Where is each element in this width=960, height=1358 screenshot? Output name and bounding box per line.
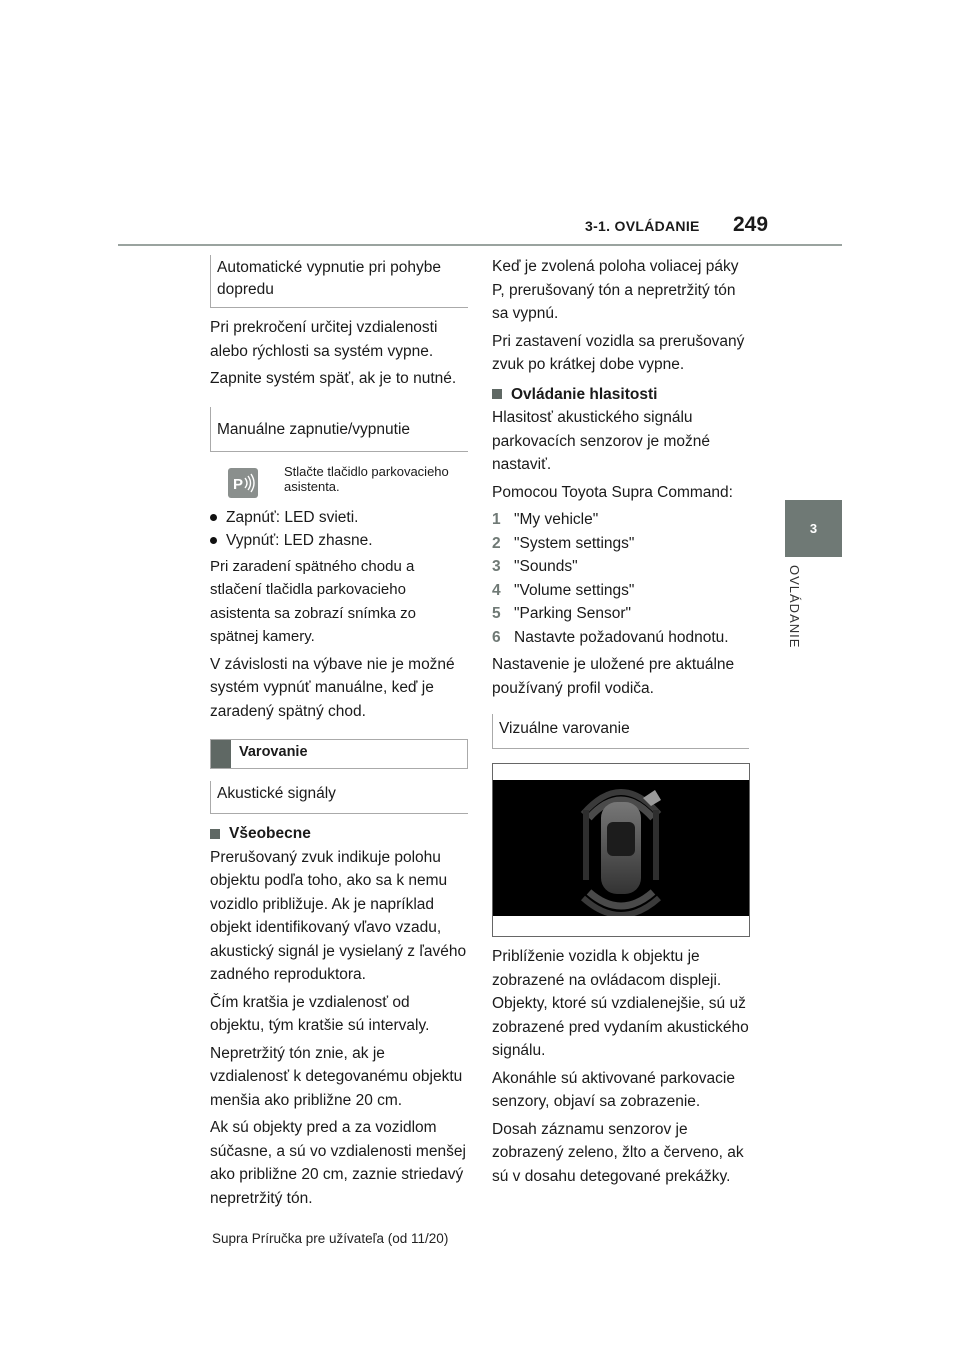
svg-text:P: P bbox=[233, 475, 244, 493]
paragraph: Zapnite systém späť, ak je to nutné. bbox=[210, 370, 457, 387]
paragraph: Akonáhle sú aktivované parkovacie senzory, objaví sa zobrazenie. bbox=[492, 1069, 735, 1110]
paragraph: Pri prekročení určitej vzdialenosti alebo rýchlosti sa systém vypne. bbox=[210, 319, 438, 360]
step-item: 6 Nastavte požadovanú hodnotu. bbox=[492, 628, 729, 646]
parking-display-image bbox=[492, 763, 750, 937]
parking-assist-button-icon bbox=[228, 468, 258, 498]
paragraph: Dosah záznamu senzorov je zobrazený zeleno, žlto a červeno, ak sú v dosahu detegované prekážky. bbox=[492, 1120, 744, 1185]
button-instruction bbox=[228, 464, 468, 498]
paragraph: Ak sú objekty pred a za vozidlom súčasne, a sú vo vzdialenosti menšej ako približne 20 cm, zaznie striedavý nepretržitý tón. bbox=[210, 1119, 466, 1207]
paragraph: Nastavenie je uložené pre aktuálne používaný profil vodiča. bbox=[492, 656, 735, 697]
page-number: 249 bbox=[733, 213, 769, 236]
steps-list bbox=[492, 508, 750, 649]
paragraph: Čím kratšia je vzdialenosť od objektu, tým kratšie sú intervaly. bbox=[210, 993, 430, 1034]
step-item: 2 "System settings" bbox=[492, 534, 635, 552]
step-item: 4 "Volume settings" bbox=[492, 581, 635, 599]
paragraph: Pomocou Toyota Supra Command: bbox=[492, 483, 733, 501]
car-sensor-icon bbox=[493, 780, 749, 916]
paragraph: Hlasitosť akustického signálu parkovacích senzorov je možné nastaviť. bbox=[492, 409, 710, 473]
subsection-acoustic: Akustické signály bbox=[210, 781, 468, 814]
paragraph: Keď je zvolená poloha voliacej páky P, prerušovaný tón a nepretržitý tón sa vypnú. bbox=[492, 258, 739, 322]
bullet-on: Zapnúť: LED svieti. bbox=[210, 506, 468, 530]
warning-header: Varovanie bbox=[210, 739, 468, 769]
footer-text: Supra Príručka pre užívateľa (od 11/20) bbox=[212, 1231, 449, 1246]
step-item: 3 "Sounds" bbox=[492, 558, 578, 575]
step-item: 5 "Parking Sensor" bbox=[492, 605, 631, 622]
heading-general: Všeobecne bbox=[210, 822, 468, 846]
chapter-tab-label: OVLÁDANIE bbox=[787, 565, 802, 649]
step-item: 1 "My vehicle" bbox=[492, 511, 599, 528]
subsection-manual: Manuálne zapnutie/vypnutie bbox=[210, 407, 468, 452]
bullet-off: Vypnúť: LED zhasne. bbox=[210, 529, 468, 553]
subsection-auto-off: Automatické vypnutie pri pohybe dopredu bbox=[210, 255, 468, 308]
header-rule bbox=[118, 244, 842, 246]
paragraph: Nepretržitý tón znie, ak je vzdialenosť k detegovanému objektu menšia ako približne 20 cm. bbox=[210, 1044, 463, 1109]
left-column bbox=[210, 255, 468, 1214]
paragraph: V závislosti na výbave nie je možné systém vypnúť manuálne, keď je zaradený spätný chod. bbox=[210, 655, 455, 720]
paragraph: Prerušovaný zvuk indikuje polohu objektu podľa toho, ako sa k nemu vozidlo približuje. Ak je napríklad objekt identifikovaný vľavo vzadu, akustický signál je vysielaný z ľavého zadného reproduktora. bbox=[210, 848, 467, 983]
chapter-tab-number: 3 bbox=[785, 500, 842, 557]
paragraph: Pri zastavení vozidla sa prerušovaný zvuk po krátkej dobe vypne. bbox=[492, 332, 745, 373]
paragraph: Pri zaradení spätného chodu a stlačení tlačidla parkovacieho asistenta sa zobrazí snímka zo spätnej kamery. bbox=[210, 557, 416, 645]
section-title: 3-1. OVLÁDANIE bbox=[585, 218, 700, 234]
subsection-visual: Vizuálne varovanie bbox=[492, 714, 749, 749]
paragraph: Priblíženie vozidla k objektu je zobrazené na ovládacom displeji. Objekty, ktoré sú vzdialenejšie, sú už zobrazené pred vydaním akustického signálu. bbox=[492, 948, 749, 1059]
right-column bbox=[492, 255, 750, 1192]
heading-volume: Ovládanie hlasitosti bbox=[492, 383, 750, 407]
button-caption: Stlačte tlačidlo parkovacieho asistenta. bbox=[284, 463, 449, 494]
